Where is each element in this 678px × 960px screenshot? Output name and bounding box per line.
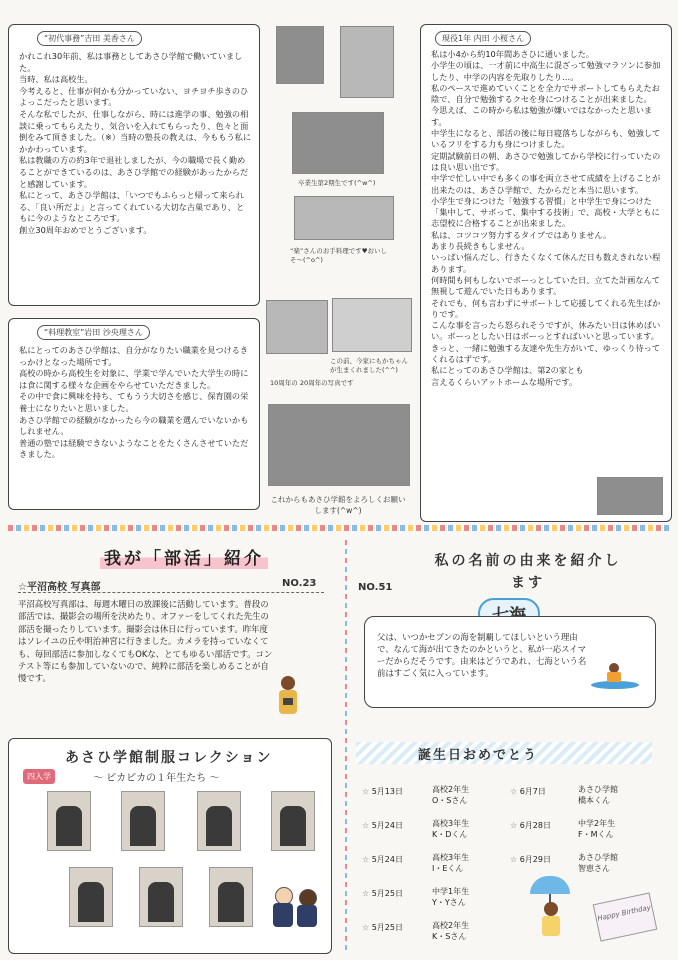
paragraph: 創立30周年おめでとうございます。 [19, 224, 152, 235]
birthday-person [432, 784, 469, 806]
uniform-photo [139, 867, 183, 927]
paragraph: 小学生で身につけた「勉強する習慣」と中学生で身につけた「集中して、サボって、集中する技術」で、高校・大学ともに志望校に合格することが出来ました。 [431, 195, 660, 229]
paragraph: きっと、一緒に勉強する友達や先生方がいて、ゆっくり待ってくれるはずです。 [431, 342, 661, 365]
birthday-entry [362, 820, 403, 831]
paragraph: あまり長続きもしません。 [431, 241, 530, 252]
paragraph: 何時間も何もしないでボーっとしていた日、立てた計画なんて無視して遊んでいた日もあります。 [431, 274, 660, 297]
uniform-photo [121, 791, 165, 851]
birthday-entry [510, 820, 551, 831]
paragraph: 私は教職の方の約3年で退社しましたが、今の職場で長く勤めることができているのは、あさひ学館での経験があったからだと感謝しています。 [19, 155, 249, 189]
birthday-name: K・Sさん [432, 932, 467, 941]
birthday-date: 5月24日 [371, 855, 403, 864]
paragraph: 当時、私は高校生。 [19, 74, 93, 85]
birthday-date: 5月25日 [371, 889, 403, 898]
birthday-person [432, 818, 469, 840]
paragraph: 高校の時から高校生を対象に、学業で学んでいた大学生の時には食に関する様々な企画をやらせていただきました。 [19, 368, 249, 390]
birthday-name: 橋本くん [578, 796, 610, 805]
article-uchida [420, 24, 672, 522]
uniform-photo [197, 791, 241, 851]
star-icon: ☆ [362, 855, 370, 864]
article-title: “料理教室”岩田 沙央理さん [37, 325, 150, 340]
photo-teacher [266, 300, 328, 354]
club-underline [18, 592, 324, 593]
birthday-entry [362, 786, 403, 797]
birthday-card [593, 892, 658, 941]
birthday-entry [510, 786, 546, 797]
birthday-date: 6月29日 [519, 855, 551, 864]
birthday-grade: 高校3年生 [432, 819, 470, 828]
birthday-person [578, 784, 618, 806]
photo-girls [332, 298, 412, 352]
birthday-person [578, 852, 618, 874]
birthday-person [432, 920, 469, 942]
article-body [19, 51, 251, 237]
birthday-person [578, 818, 615, 840]
article-yoshida [8, 24, 260, 306]
paragraph: 今思えば、この時から私は勉強が嫌いではなかったと思います。 [431, 105, 653, 127]
birthday-grade: あさひ学館 [578, 785, 618, 794]
paragraph: そんな私でしたが、仕事しながら、時には進学の事、勉強の相談に乗ってもらえたり、気合いを入れてもらったり、色々と面倒をみて頂きました。（※）当時の塾長の教えは、今ももう私にかかわっています。 [19, 108, 252, 154]
article-body [431, 49, 663, 388]
birthday-name: F・Mくん [578, 830, 614, 839]
caption-food: “楽”さんのお手料理です♥おいしそ〜(^o^) [290, 247, 388, 264]
birthday-entry [362, 854, 403, 865]
club-number: NO.23 [282, 578, 317, 589]
birthday-grade: 中学1年生 [432, 887, 470, 896]
birthday-grade: 高校3年生 [432, 853, 470, 862]
paragraph: 中学で忙しい中でも多くの事を両立させて成績を上げることが出来たのは、あさひ学館で、たからだと本当に思います。 [431, 173, 661, 195]
birthday-grade: あさひ学館 [578, 853, 618, 862]
uniform-subtitle: 〜 ピカピカの１年生たち 〜 [93, 773, 220, 784]
birthday-name: I・Eくん [432, 864, 464, 873]
name-origin-number: NO.51 [358, 582, 393, 593]
birthday-person [432, 852, 469, 874]
uniform-photo [47, 791, 91, 851]
birthday-date: 5月24日 [371, 821, 403, 830]
photo-graduates [292, 112, 384, 174]
club-heading: 我が「部活」紹介 [100, 544, 268, 569]
photo-food [294, 196, 394, 240]
birthday-date: 5月13日 [371, 787, 403, 796]
uniform-title: あさひ学館制服コレクション [65, 750, 273, 766]
photo-office [276, 26, 324, 84]
club-text: 平沼高校写真部は、毎週木曜日の放課後に活動しています。普段の部活では、撮影会の場所を決めたり、オファーをしてくれた先生の部活を撮ったりしています。撮影会は休日に行っています。昨年度はソレイユの丘や明治神宮に行きました。カメラを持っていなくても、毎回部活に参加しなくてもOKな、とてもゆるい部活です。コンテスト等にも参加していないので、純粋に部活を楽しめることが自慢です。 [18, 599, 273, 684]
name-origin-text: 父は、いつかセブンの海を制覇してほしいという理由で、なんて海が出てきたのかというと、私が一応スイマーだからだそうです。由来はどうであれ、七海という名前はすごく気に入っています。 [377, 632, 587, 678]
paragraph: 私は、コツコツ努力するタイプではありません。 [431, 229, 612, 240]
birthday-grade: 中学2年生 [578, 819, 616, 828]
uniform-photo [209, 867, 253, 927]
star-icon: ☆ [362, 787, 370, 796]
paragraph: あさひ学館での経験がなかったら今の職業を選んでいないかもしれません。 [19, 414, 249, 437]
birthday-name: 智恵さん [578, 864, 610, 873]
birthday-grade: 高校2年生 [432, 785, 470, 794]
star-icon: ☆ [362, 923, 370, 932]
caption-anniversary: 10周年の 20周年の写真です [270, 379, 354, 387]
birthday-entry [362, 888, 403, 899]
birthday-name: O・Sさん [432, 796, 468, 805]
caption-graduates: 卒業生第2期生です(^w^) [298, 179, 376, 187]
paragraph: こんな事を言ったら怒られそうですが、休みたい日は休めばいい。ボーっとしたい日はボーっとすればいいと思っています。 [431, 320, 661, 342]
paragraph: 私にとって、あさひ学館は、「いつでもふらっと帰って来られる、「良い所だよ」と言ってくれている大切な古巣であり、ともに今のようなところです。 [19, 190, 245, 224]
umbrella-girl-illustration [530, 876, 574, 942]
birthday-name: K・Dくん [432, 830, 468, 839]
paragraph: 今考えると、仕事が何かも分かっていない、ヨチヨチ歩きのひよっこだったと思います。 [19, 85, 249, 108]
star-icon: ☆ [362, 821, 370, 830]
birthday-grade: 高校2年生 [432, 921, 470, 930]
birthday-person [432, 886, 469, 908]
star-icon: ☆ [510, 821, 518, 830]
article-iwata [8, 318, 260, 510]
article-title: “初代事務”吉田 美香さん [37, 31, 142, 46]
entrance-badge: 四入学 [23, 769, 55, 784]
star-icon: ☆ [510, 855, 518, 864]
star-icon: ☆ [510, 787, 518, 796]
caption-girls: この前、今家にもかちゃんが生まくれました(^^) [330, 357, 408, 374]
photo-group [268, 404, 410, 486]
birthday-card-text: Happy Birthday [596, 903, 652, 923]
name-origin-heading: 私の名前の由来を紹介します [434, 553, 622, 591]
paragraph: いっぱい悩んだし、行きたくなくて休んだ日も数えきれない程あります。 [431, 252, 661, 274]
uniform-collection [8, 738, 332, 954]
paragraph: かれこれ30年前、私は事務としてあさひ学館で働いていました。 [19, 51, 243, 73]
students-illustration [271, 887, 321, 931]
paragraph: 私は小4から約10年間あさひに通いました。 [431, 49, 595, 59]
article-body [19, 345, 251, 461]
photo-student-writing [340, 26, 394, 98]
paragraph: 中学生になると、部活の後に毎日寝落ちしながらも、勉強しているフリをする力も身につけました。 [431, 128, 661, 150]
photo-students-hats [597, 477, 663, 515]
flower-divider [8, 525, 670, 531]
paragraph: 私のペースで進めていくことを全力でサポートしてもらえたお陰で、自分で勉強するクセを身につけることが出来ました。 [431, 82, 660, 105]
paragraph: その中で食に興味を持ち、てもうう大切さを感じ、保育園の栄養士になりたいと思いました。 [19, 391, 249, 413]
paragraph: 小学生の頃は、一才前に中高生に混ざって勉強マラソンに参加したり、中学の内容を先取りしたり…。 [431, 60, 661, 82]
birthday-entry [362, 922, 403, 933]
star-icon: ☆ [362, 889, 370, 898]
birthday-date: 6月28日 [519, 821, 551, 830]
vertical-divider [345, 540, 347, 952]
uniform-photo [69, 867, 113, 927]
club-school: ☆平沼高校 写真部 [18, 582, 101, 593]
paragraph: 普通の塾では経験できないようなことをたくさんさせていただきました。 [19, 437, 249, 460]
surfer-illustration [591, 663, 641, 693]
birthday-date: 5月25日 [371, 923, 403, 932]
girl-camera-illustration [276, 676, 300, 722]
birthday-entry [510, 854, 551, 865]
caption-closing: これからもあさひ学館をよろしくお願いします(^w^) [270, 495, 406, 515]
article-title: 現役1年 内田 小桜さん [435, 31, 531, 46]
paragraph: 定期試験前日の朝、あさひで勉強してから学校に行っていたのは良い思い出です。 [431, 150, 661, 172]
paragraph: 私にとってのあさひ学館は、第2の家とも言えるくらいアットホームな場所です。 [431, 365, 584, 387]
birthday-date: 6月7日 [519, 787, 546, 796]
uniform-photo [271, 791, 315, 851]
paragraph: 私にとってのあさひ学館は、自分がなりたい職業を見つけるきっかけとなった場所です。 [19, 345, 249, 367]
paragraph: それでも、何も言わずにサポートして応援してくれる先生ばかりです。 [431, 297, 661, 319]
birthday-heading: 誕生日おめでとう [418, 748, 539, 763]
birthday-name: Y・Yさん [432, 898, 466, 907]
name-origin-box [364, 616, 656, 708]
